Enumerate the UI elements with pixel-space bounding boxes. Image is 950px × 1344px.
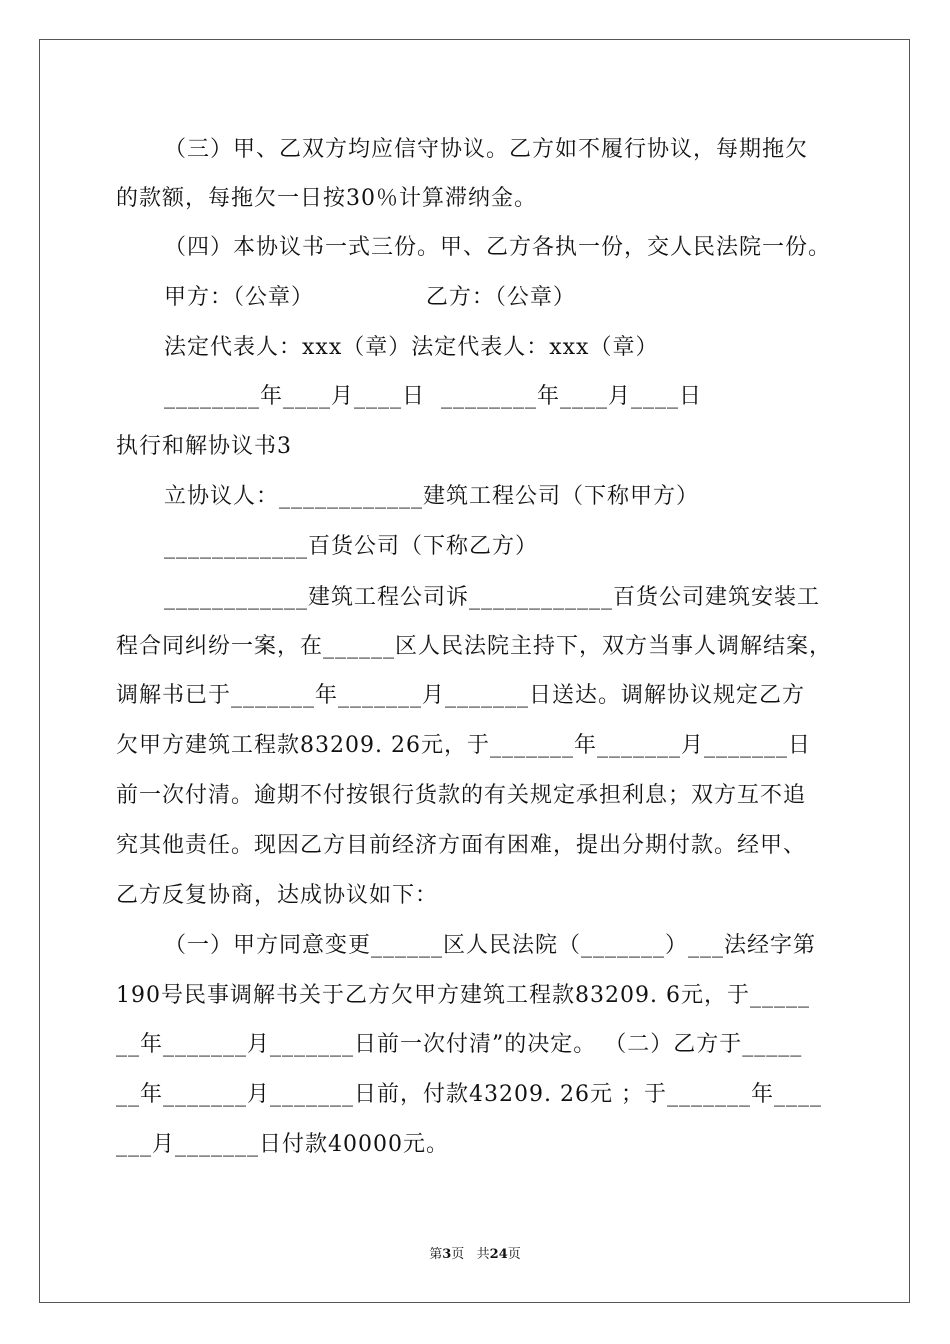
- body-line-2: 程合同纠纷一案，在______区人民法院主持下，双方当事人调解结案，: [116, 634, 833, 659]
- body-line-5: 前一次付清。逾期不付按银行货款的有关规定承担利息；双方互不追: [116, 783, 807, 808]
- body-line-3: 调解书已于_______年_______月_______日送达。调解协议规定乙方: [116, 683, 806, 708]
- clause-1-line-2: 190号民事调解书关于乙方欠甲方建筑工程款83209. 6元，于_____: [116, 983, 810, 1008]
- paragraph-3-line-2: 的款额，每拖欠一日按30％计算滞纳金。: [116, 186, 537, 211]
- clause-1-line-1: （一）甲方同意变更______区人民法院（_______）___法经字第: [164, 933, 817, 958]
- party-b: ____________百货公司（下称乙方）: [164, 534, 539, 559]
- body-line-6: 究其他责任。现因乙方目前经济方面有困难，提出分期付款。经甲、: [116, 833, 807, 858]
- legal-representatives: 法定代表人：xxx（章）法定代表人：xxx（章）: [164, 335, 659, 360]
- party-seals: 甲方：（公章） 乙方：（公章）: [164, 285, 576, 310]
- body-line-4: 欠甲方建筑工程款83209. 26元，于_______年_______月_______日: [116, 733, 811, 758]
- body-line-1: ____________建筑工程公司诉____________百货公司建筑安装工: [164, 585, 821, 610]
- signature-dates: ________年____月____日 ________年____月____日: [164, 384, 702, 409]
- clause-1-line-3: __年_______月_______日前一次付清”的决定。 （二）乙方于_____: [116, 1032, 803, 1057]
- paragraph-3-line-1: （三）甲、乙双方均应信守协议。乙方如不履行协议，每期拖欠: [164, 137, 809, 162]
- party-a: 立协议人：____________建筑工程公司（下称甲方）: [164, 484, 700, 509]
- paragraph-4: （四）本协议书一式三份。甲、乙方各执一份，交人民法院一份。: [164, 235, 832, 260]
- clause-2-line-2: ___月_______日付款40000元。: [116, 1132, 449, 1157]
- footer-page-number: 3: [442, 1247, 452, 1262]
- footer-prefix: 第: [429, 1247, 443, 1262]
- section-title: 执行和解协议书3: [116, 434, 292, 459]
- page-border: [39, 39, 910, 1303]
- page-footer: [0, 1243, 950, 1262]
- clause-2-line-1: __年_______月_______日前，付款43209. 26元 ；于_______年____: [116, 1082, 822, 1107]
- footer-total-pages: 24: [489, 1247, 508, 1262]
- footer-mid: 页 共: [451, 1247, 490, 1262]
- footer-suffix: 页: [507, 1247, 521, 1262]
- body-line-7: 乙方反复协商，达成协议如下：: [116, 883, 439, 908]
